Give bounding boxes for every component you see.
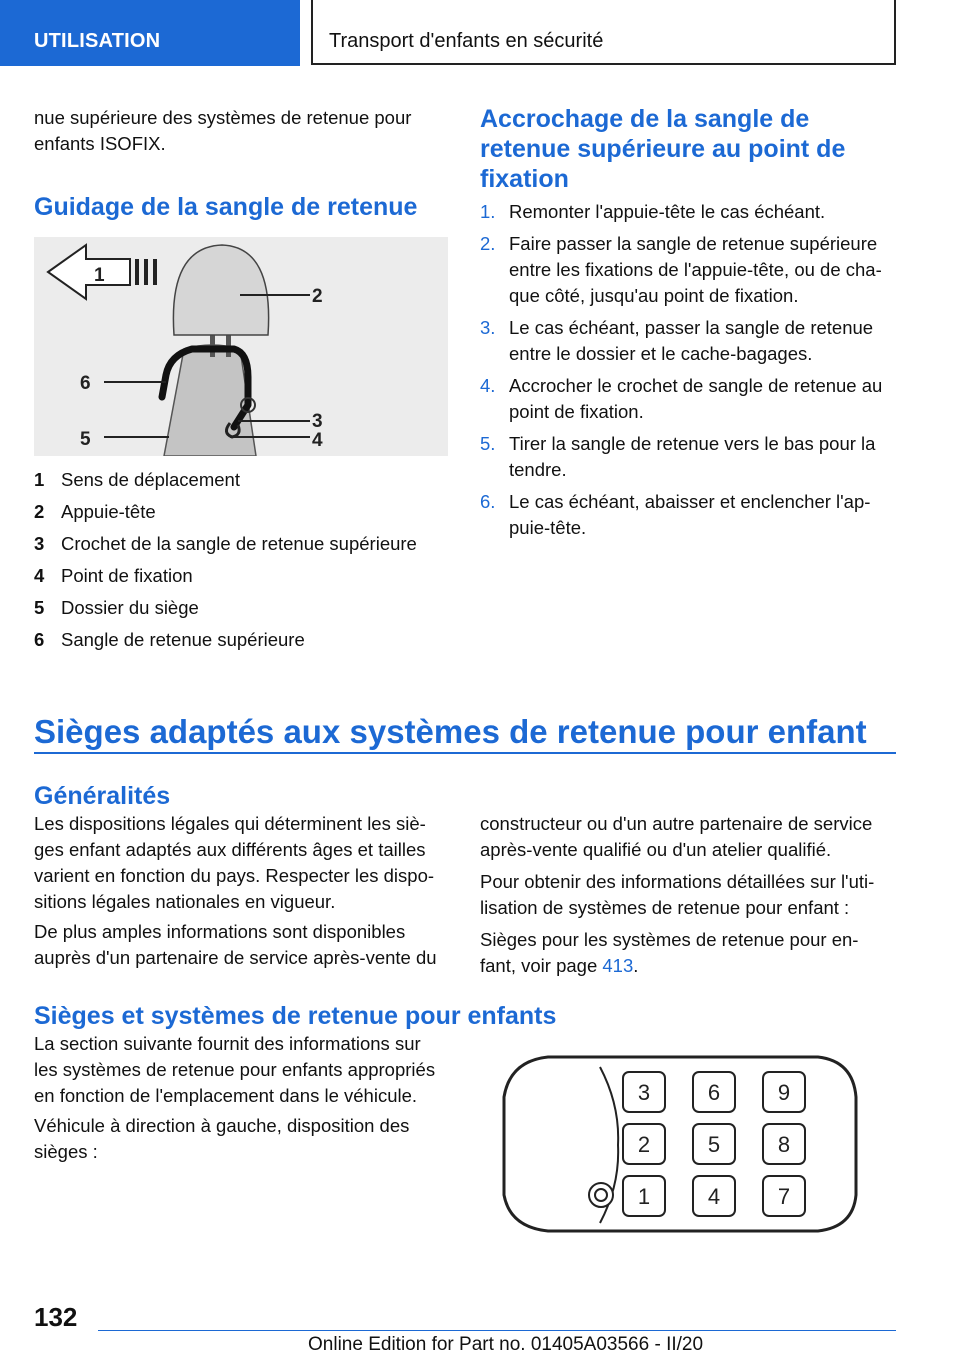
seat-number: 8 — [777, 1132, 791, 1157]
callout-2: 2 — [312, 286, 323, 307]
heading-generalites: Généralités — [34, 782, 171, 810]
generalites-reference: Sièges pour les systèmes de retenue pour en‐ fant, voir page 413. — [480, 929, 859, 976]
seat-number: 4 — [707, 1184, 721, 1209]
seat-number: 1 — [637, 1184, 651, 1209]
step-item: 2. Faire passer la sangle de retenue supérieure entre les fixations de l'appuie-tête, ou de cha‐ que côté, jusqu'au point de fixation. — [480, 233, 882, 306]
seat-number: 2 — [637, 1132, 651, 1157]
arrow-tail-bar — [135, 259, 139, 285]
section-title: Sièges adaptés aux systèmes de retenue pour enfant — [34, 713, 867, 750]
seats-paragraph-1: La section suivante fournit des informations sur les systèmes de retenue pour enfants appropriés en fonction de l'emplacement dans le véhicule. — [34, 1033, 436, 1106]
heading-accrochage: Accrochage de la sangle de retenue supérieure au point de fixation — [480, 105, 846, 193]
callout-5: 5 — [80, 429, 91, 450]
arrow-tail-bar — [144, 259, 148, 285]
headrest-illustration — [34, 237, 448, 456]
step-item: 4. Accrocher le crochet de sangle de retenue au point de fixation. — [480, 375, 883, 422]
generalites-paragraph-1: Les dispositions légales qui déterminent les siè‐ ges enfant adaptés aux différents âges et tailles varient en fonction du pays. Respecter les dispo‐ sitions légales nationales en vigueur. — [34, 813, 435, 912]
step-item: 5. Tirer la sangle de retenue vers le bas pour la tendre. — [480, 433, 876, 480]
seat-layout-figure — [478, 1045, 898, 1240]
section-rule — [34, 752, 896, 754]
arrow-tail-bar — [153, 259, 157, 285]
generalites-paragraph-3: Pour obtenir des informations détaillées sur l'uti‐ lisation de systèmes de retenue pour enfant : — [480, 871, 875, 918]
seat-number: 6 — [707, 1080, 721, 1105]
section-tab — [0, 0, 300, 66]
chapter-tab — [311, 0, 896, 65]
step-item: 6. Le cas échéant, abaisser et enclencher l'ap‐ puie-tête. — [480, 491, 871, 538]
figure-legend — [34, 467, 454, 659]
seat-number: 9 — [777, 1080, 791, 1105]
callout-4: 4 — [312, 430, 323, 451]
seat-layout-diagram — [478, 1045, 898, 1240]
footer-edition: Online Edition for Part no. 01405A03566 - II/20 — [308, 1334, 704, 1355]
legend-item: 3 Crochet de la sangle de retenue supérieure — [34, 533, 417, 554]
generalites-paragraph-2-cont: constructeur ou d'un autre partenaire de service après-vente qualifié ou d'un atelier qualifié. — [480, 813, 873, 860]
steering-wheel-icon — [589, 1183, 613, 1207]
legend-item: 6 Sangle de retenue supérieure — [34, 629, 305, 650]
headrest-shape — [173, 245, 268, 335]
headrest-strap-figure — [34, 237, 448, 456]
legend-item: 4 Point de fixation — [34, 565, 193, 586]
intro-line: enfants ISOFIX. — [34, 133, 166, 154]
step-item: 1. Remonter l'appuie-tête le cas échéant. — [480, 201, 826, 222]
chapter-title: Transport d'enfants en sécurité — [329, 30, 604, 52]
seat-number: 7 — [777, 1184, 791, 1209]
page-link-413[interactable]: 413 — [602, 955, 634, 976]
footer-rule — [98, 1330, 896, 1331]
step-item: 3. Le cas échéant, passer la sangle de retenue entre le dossier et le cache-bagages. — [480, 317, 874, 364]
heading-guidage: Guidage de la sangle de retenue — [34, 193, 418, 221]
direction-arrow-icon — [48, 245, 130, 299]
steps-list — [480, 199, 900, 547]
intro-paragraph — [34, 105, 454, 157]
legend-item: 5 Dossier du siège — [34, 597, 199, 618]
intro-line: nue supérieure des systèmes de retenue pour — [34, 107, 412, 128]
generalites-paragraph-2: De plus amples informations sont disponibles auprès d'un partenaire de service après-vente du — [34, 921, 437, 968]
legend-item: 2 Appuie-tête — [34, 501, 156, 522]
seat-number: 3 — [637, 1080, 651, 1105]
section-title: UTILISATION — [34, 30, 161, 52]
callout-3: 3 — [312, 411, 323, 432]
heading-sieges: Sièges et systèmes de retenue pour enfants — [34, 1002, 557, 1030]
callout-6: 6 — [80, 373, 91, 394]
seat-number: 5 — [707, 1132, 721, 1157]
page-number: 132 — [34, 1302, 78, 1332]
seats-paragraph-2: Véhicule à direction à gauche, disposition des sièges : — [34, 1115, 410, 1162]
callout-1: 1 — [94, 265, 105, 286]
legend-item: 1 Sens de déplacement — [34, 469, 240, 490]
